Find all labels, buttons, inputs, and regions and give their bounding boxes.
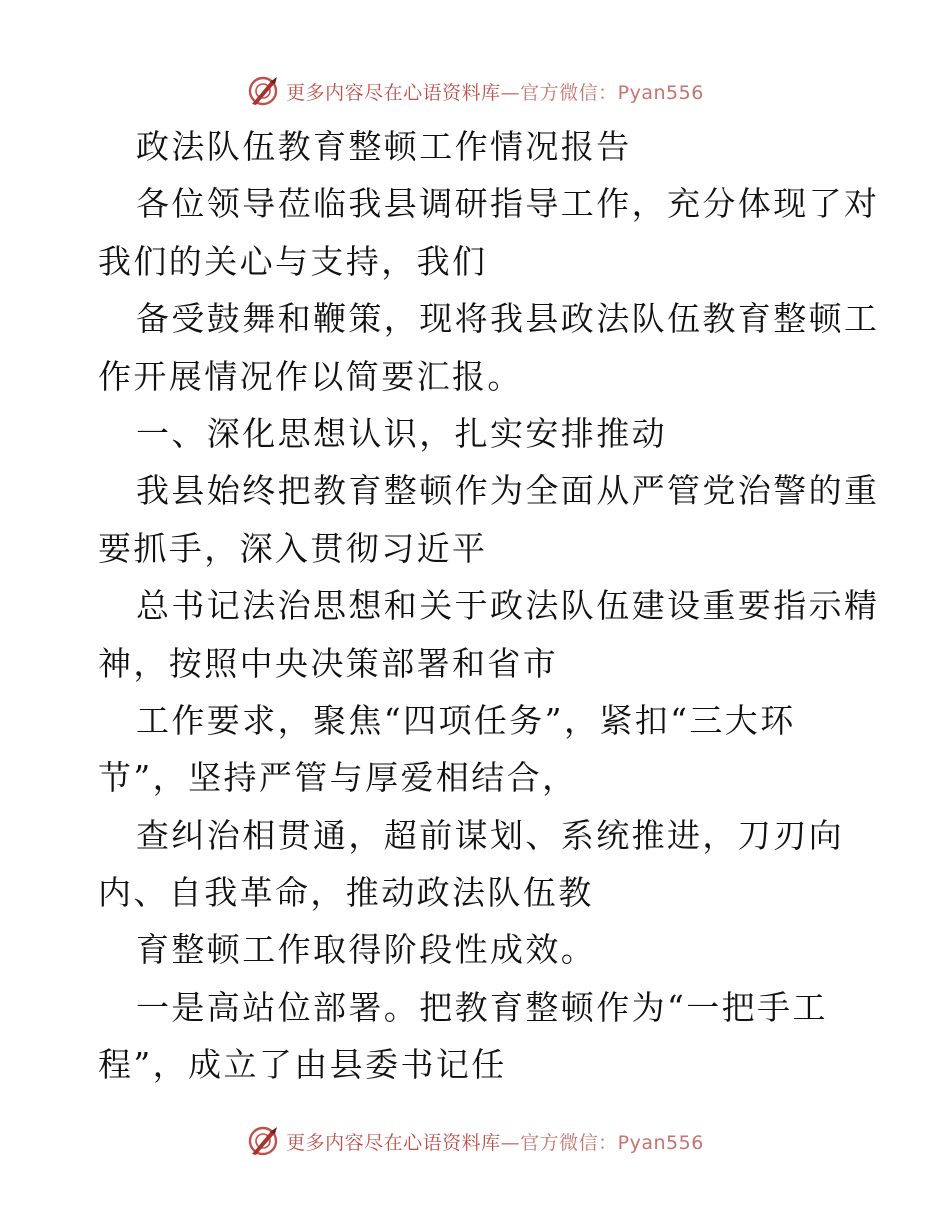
body-text-line: 神，按照中央决策部署和省市 bbox=[98, 643, 559, 683]
body-text-line: 查纠治相贯通，超前谋划、系统推进，刀刃向 bbox=[136, 815, 844, 855]
watermark-wechat-text: 官方微信：Pyan556 bbox=[520, 81, 704, 104]
body-text-line: 工作要求，聚焦“四项任务”，紧扣“三大环 bbox=[136, 700, 796, 740]
watermark-header bbox=[0, 71, 950, 111]
body-text-line: 一是高站位部署。把教育整顿作为“一把手工 bbox=[136, 987, 828, 1027]
body-text-line: 我们的关心与支持，我们 bbox=[98, 241, 488, 281]
watermark-wechat-text: 官方微信：Pyan556 bbox=[520, 1131, 704, 1154]
body-text-line: 一、深化思想认识，扎实安排推动 bbox=[136, 413, 667, 453]
watermark-text bbox=[286, 78, 704, 105]
watermark-footer bbox=[0, 1121, 950, 1161]
watermark-separator: — bbox=[500, 1131, 521, 1154]
watermark-text bbox=[286, 1128, 704, 1155]
body-text-line: 我县始终把教育整顿作为全面从严管党治警的重 bbox=[136, 471, 880, 511]
watermark-main-text: 更多内容尽在心语资料库 bbox=[286, 81, 501, 104]
body-text-line: 各位领导莅临我县调研指导工作，充分体现了对 bbox=[136, 184, 880, 224]
body-text-line: 育整顿工作取得阶段性成效。 bbox=[136, 930, 597, 970]
body-text-line: 要抓手，深入贯彻习近平 bbox=[98, 528, 488, 568]
watermark-main-text: 更多内容尽在心语资料库 bbox=[286, 1131, 501, 1154]
quill-circle-logo-icon bbox=[246, 1124, 280, 1158]
body-text-line: 节”，坚持严管与厚爱相结合， bbox=[98, 758, 578, 798]
body-text-line: 作开展情况作以简要汇报。 bbox=[98, 356, 523, 396]
body-text-line: 总书记法治思想和关于政法队伍建设重要指示精 bbox=[136, 586, 880, 626]
quill-circle-logo-icon bbox=[246, 74, 280, 108]
document-title: 政法队伍教育整顿工作情况报告 bbox=[136, 127, 632, 166]
body-text-line: 程”，成立了由县委书记任 bbox=[98, 1045, 507, 1085]
watermark-separator: — bbox=[500, 81, 521, 104]
body-text-line: 备受鼓舞和鞭策，现将我县政法队伍教育整顿工 bbox=[136, 299, 880, 339]
body-text-line: 内、自我革命，推动政法队伍教 bbox=[98, 873, 594, 913]
document-body bbox=[98, 118, 880, 1094]
